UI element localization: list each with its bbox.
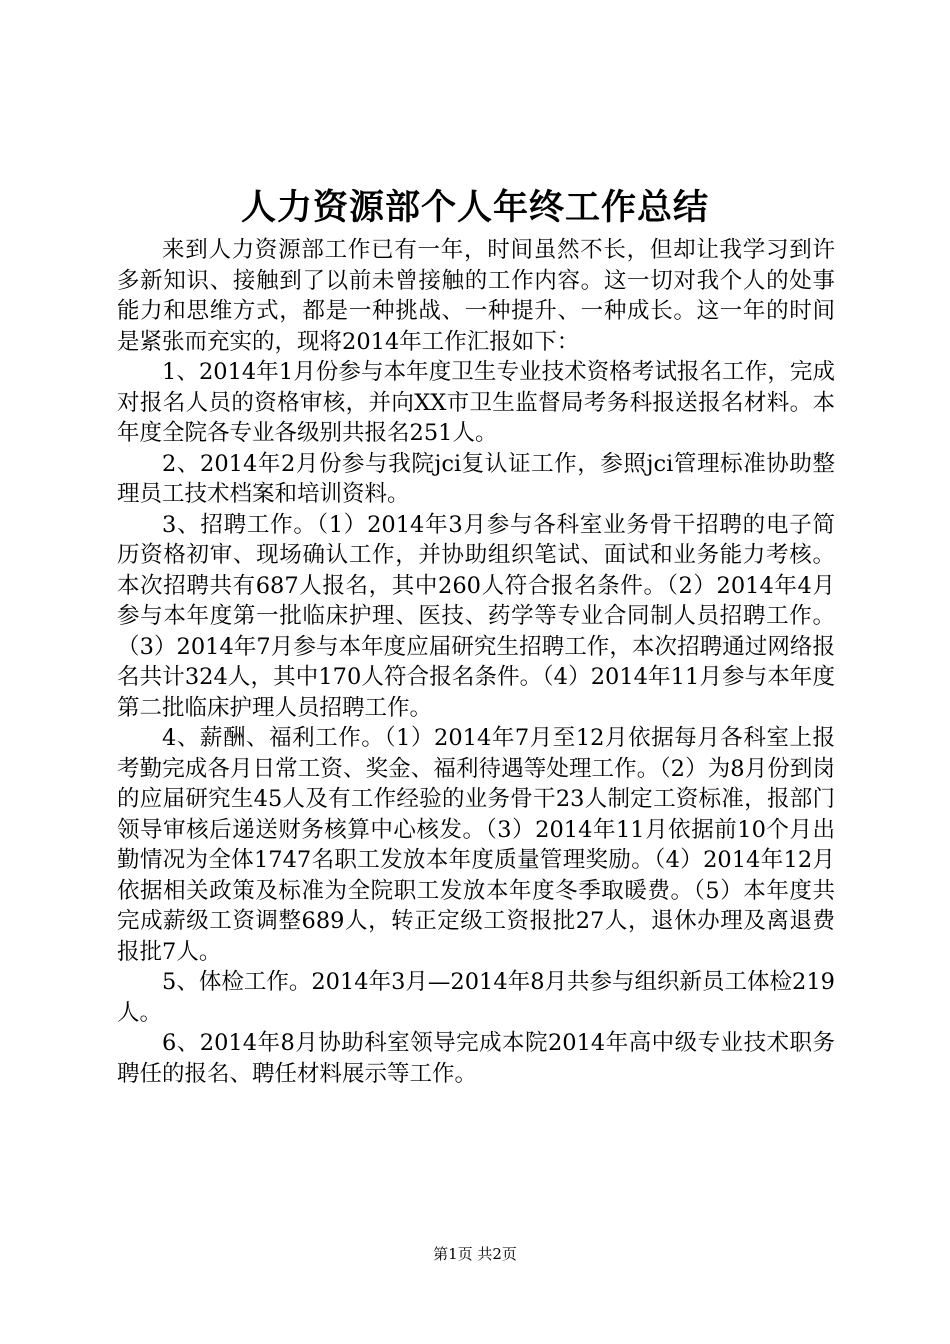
document-title: 人力资源部个人年终工作总结 [240, 187, 709, 228]
item-6-paragraph: 6、2014年8月协助科室领导完成本院2014年高中级专业技术职务聘任的报名、聘任材料展示等工作。 [117, 1030, 835, 1087]
item-2-paragraph: 2、2014年2月份参与我院jci复认证工作，参照jci管理标准协助整理员工技术档案和培训资料。 [117, 450, 835, 507]
item-5-paragraph: 5、体检工作。2014年3月—2014年8月共参与组织新员工体检219人。 [117, 969, 835, 1026]
item-3-paragraph: 3、招聘工作。（1）2014年3月参与各科室业务骨干招聘的电子简历资格初审、现场确认工作，并协助组织笔试、面试和业务能力考核。本次招聘共有687人报名，其中260人符合报名条件。（2）2014年4月参与本年度第一批临床护理、医技、药学等专业合同制人员招聘工作。（3）2014年7月参与本年度应届研究生招聘工作，本次招聘通过网络报名共计324人，其中170人符合报名条件。（4）2014年11月参与本年度第二批临床护理人员招聘工作。 [117, 511, 835, 721]
document-body [117, 235, 835, 1089]
item-1-paragraph: 1、2014年1月份参与本年度卫生专业技术资格考试报名工作，完成对报名人员的资格审核，并向XX市卫生监督局考务科报送报名材料。本年度全院各专业各级别共报名251人。 [117, 359, 835, 446]
page-number-footer: 第1页 共2页 [433, 1245, 517, 1263]
intro-paragraph: 来到人力资源部工作已有一年，时间虽然不长，但却让我学习到许多新知识、接触到了以前未曾接触的工作内容。这一切对我个人的处事能力和思维方式，都是一种挑战、一种提升、一种成长。这一年的时间是紧张而充实的，现将2014年工作汇报如下： [117, 237, 835, 355]
item-4-paragraph: 4、薪酬、福利工作。（1）2014年7月至12月依据每月各科室上报考勤完成各月日常工资、奖金、福利待遇等处理工作。（2）为8月份到岗的应届研究生45人及有工作经验的业务骨干23人制定工资标准，报部门领导审核后递送财务核算中心核发。（3）2014年11月依据前10个月出勤情况为全体1747名职工发放本年度质量管理奖励。（4）2014年12月依据相关政策及标准为全院职工发放本年度冬季取暖费。（5）本年度共完成薪级工资调整689人，转正定级工资报批27人，退休办理及离退费报批7人。 [117, 725, 835, 965]
